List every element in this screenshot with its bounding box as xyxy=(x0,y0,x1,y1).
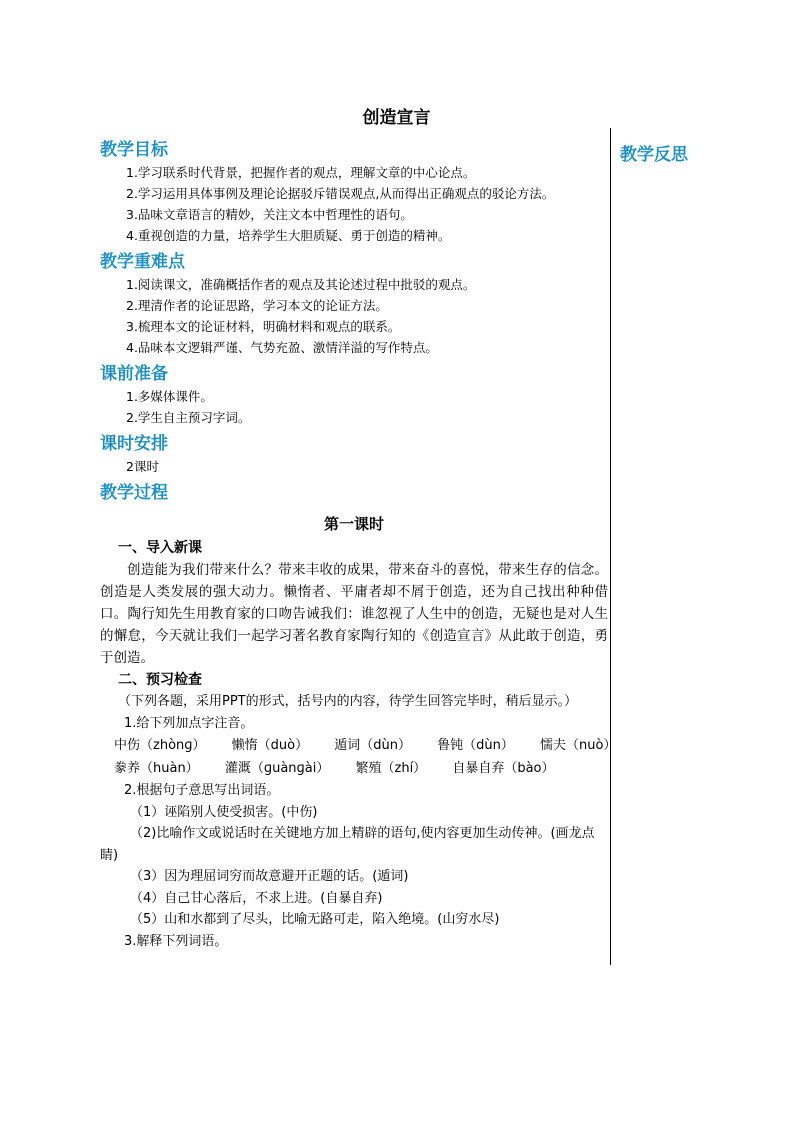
objective-item: 4.重视创造的力量，培养学生大胆质疑、勇于创造的精神。 xyxy=(126,228,451,243)
schedule-item: 2课时 xyxy=(126,459,159,474)
pinyin-word: 懒惰（duò） xyxy=(231,738,309,753)
objective-item: 1.学习联系时代背景，把握作者的观点，理解文章的中心论点。 xyxy=(126,165,476,180)
pinyin-row xyxy=(100,757,608,780)
question-2-item: （2)比喻作文或说话时在关键地方加上精辟的语句,使内容更加生动传神。(画龙点睛) xyxy=(100,826,595,863)
objective-item: 3.品味文章语言的精妙，关注文本中哲理性的语句。 xyxy=(126,207,413,222)
part1-heading: 一、导入新课 xyxy=(118,540,202,556)
key-point-item: 1.阅读课文，准确概括作者的观点及其论述过程中批驳的观点。 xyxy=(126,277,476,292)
lesson-title: 第一课时 xyxy=(323,515,384,533)
pinyin-word: 懦夫（nuò） xyxy=(540,738,617,753)
key-point-item: 4.品味本文逻辑严谨、气势充盈、激情洋溢的写作特点。 xyxy=(126,340,438,355)
part2-note: （下列各题，采用PPT的形式，括号内的内容，待学生回答完毕时，稍后显示。） xyxy=(118,694,578,709)
preparation-item: 1.多媒体课件。 xyxy=(126,389,213,404)
pinyin-word: 鲁钝（dùn） xyxy=(437,738,514,753)
question-3: 3.解释下列词语。 xyxy=(124,933,228,949)
preparation-heading: 课前准备 xyxy=(100,364,168,384)
column-divider xyxy=(610,128,611,965)
question-2-item: （1）诬陷别人使受损害。(中伤) xyxy=(130,804,318,820)
pinyin-word: 繁殖（zhí） xyxy=(355,761,427,776)
preparation-item: 2.学生自主预习字词。 xyxy=(126,410,251,425)
key-points-heading: 教学重难点 xyxy=(100,252,185,272)
part2-heading: 二、预习检查 xyxy=(118,672,202,688)
page-title: 创造宣言 xyxy=(362,108,431,128)
key-point-item: 2.理清作者的论证思路，学习本文的论证方法。 xyxy=(126,298,388,313)
schedule-heading: 课时安排 xyxy=(100,434,168,454)
main-column xyxy=(100,138,617,952)
pinyin-word: 遁词（dùn） xyxy=(334,738,411,753)
pinyin-word: 自暴自弃（bào） xyxy=(452,761,555,776)
objective-item: 2.学习运用具体事例及理论论据驳斥错误观点,从而得出正确观点的驳论方法。 xyxy=(126,186,555,201)
question-2: 2.根据句子意思写出词语。 xyxy=(124,783,280,798)
intro-paragraph: 创造能为我们带来什么？带来丰收的成果，带来奋斗的喜悦，带来生存的信念。创造是人类发展的强大动力。懒惰者、平庸者却不屑于创造，还为自己找出种种借口。陶行知先生用教育家的口吻告诫我们：谁忽视了人生中的创造，无疑也是对人生的懈怠，今天就让我们一起学习著名教育家陶行知的《创造宣言》从此敢于创造，勇于创造。 xyxy=(100,562,608,666)
pinyin-word: 豢养（huàn） xyxy=(114,761,199,776)
question-2-item: （3）因为理屈词穷而故意避开正题的话。(遁词) xyxy=(130,869,409,884)
reflection-heading: 教学反思 xyxy=(620,145,688,165)
objectives-heading: 教学目标 xyxy=(100,140,168,160)
key-point-item: 3.梳理本文的论证材料，明确材料和观点的联系。 xyxy=(126,319,401,334)
question-2-item: （4）自己甘心落后，不求上进。(自暴自弃) xyxy=(130,890,383,906)
pinyin-word: 中伤（zhònɡ） xyxy=(114,738,206,753)
pinyin-word: 灌溉（ɡuànɡài） xyxy=(224,761,330,776)
question-2-item: （5）山和水都到了尽头，比喻无路可走，陷入绝境。(山穷水尽) xyxy=(130,912,500,927)
question-1: 1.给下列加点字注音。 xyxy=(124,715,254,731)
pinyin-row xyxy=(100,734,617,757)
process-heading: 教学过程 xyxy=(100,483,168,503)
